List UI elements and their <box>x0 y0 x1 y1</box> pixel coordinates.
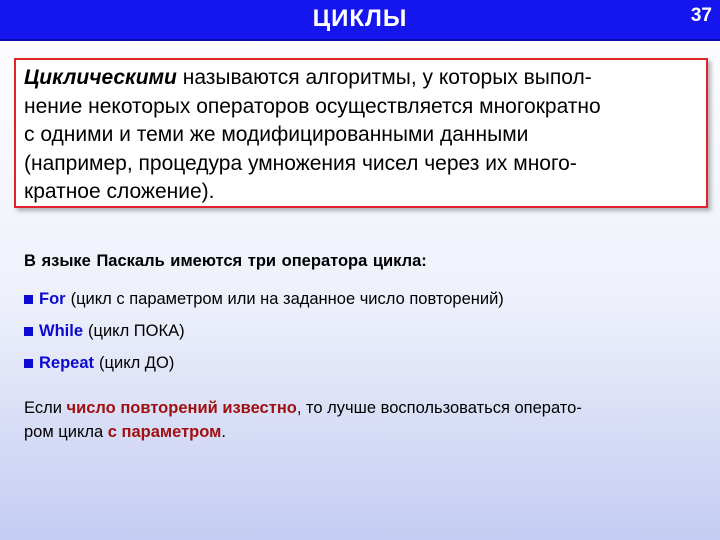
definition-line-2: нение некоторых операторов осуществляется многократно <box>24 94 601 118</box>
note-part-1: Если <box>24 399 67 417</box>
keyword-while: While <box>39 322 83 340</box>
list-item-repeat <box>24 354 174 373</box>
square-bullet-icon <box>24 359 33 368</box>
list-item-while <box>24 322 185 341</box>
description-for: (цикл с параметром или на заданное число повторений) <box>70 290 504 308</box>
page-number: 37 <box>690 5 712 26</box>
definition-box <box>14 58 708 208</box>
title-bar <box>0 0 720 41</box>
operators-intro: В языке Паскаль имеются три оператора цикла: <box>24 252 427 270</box>
recommendation-note <box>24 396 714 444</box>
description-repeat: (цикл ДО) <box>99 354 175 372</box>
list-item-for <box>24 290 504 309</box>
definition-line-1: называются алгоритмы, у которых выпол- <box>176 66 592 89</box>
note-part-2: , то лучше воспользоваться операто- <box>296 399 582 417</box>
keyword-repeat: Repeat <box>39 354 95 372</box>
definition-text <box>24 64 698 207</box>
page-title: ЦИКЛЫ <box>312 5 408 32</box>
note-part-3: ром цикла <box>24 423 108 441</box>
note-highlight-1: число повторений известно <box>66 399 297 417</box>
definition-term: Циклическими <box>24 66 177 89</box>
note-highlight-2: с параметром <box>107 423 222 441</box>
square-bullet-icon <box>24 295 33 304</box>
keyword-for: For <box>39 290 66 308</box>
definition-line-4: (например, процедура умножения чисел через их много- <box>24 151 577 175</box>
description-while: (цикл ПОКА) <box>88 322 185 340</box>
definition-line-3: с одними и теми же модифицированными данными <box>24 123 529 146</box>
square-bullet-icon <box>24 327 33 336</box>
note-part-4: . <box>221 423 226 441</box>
definition-line-5: кратное сложение). <box>24 180 215 203</box>
